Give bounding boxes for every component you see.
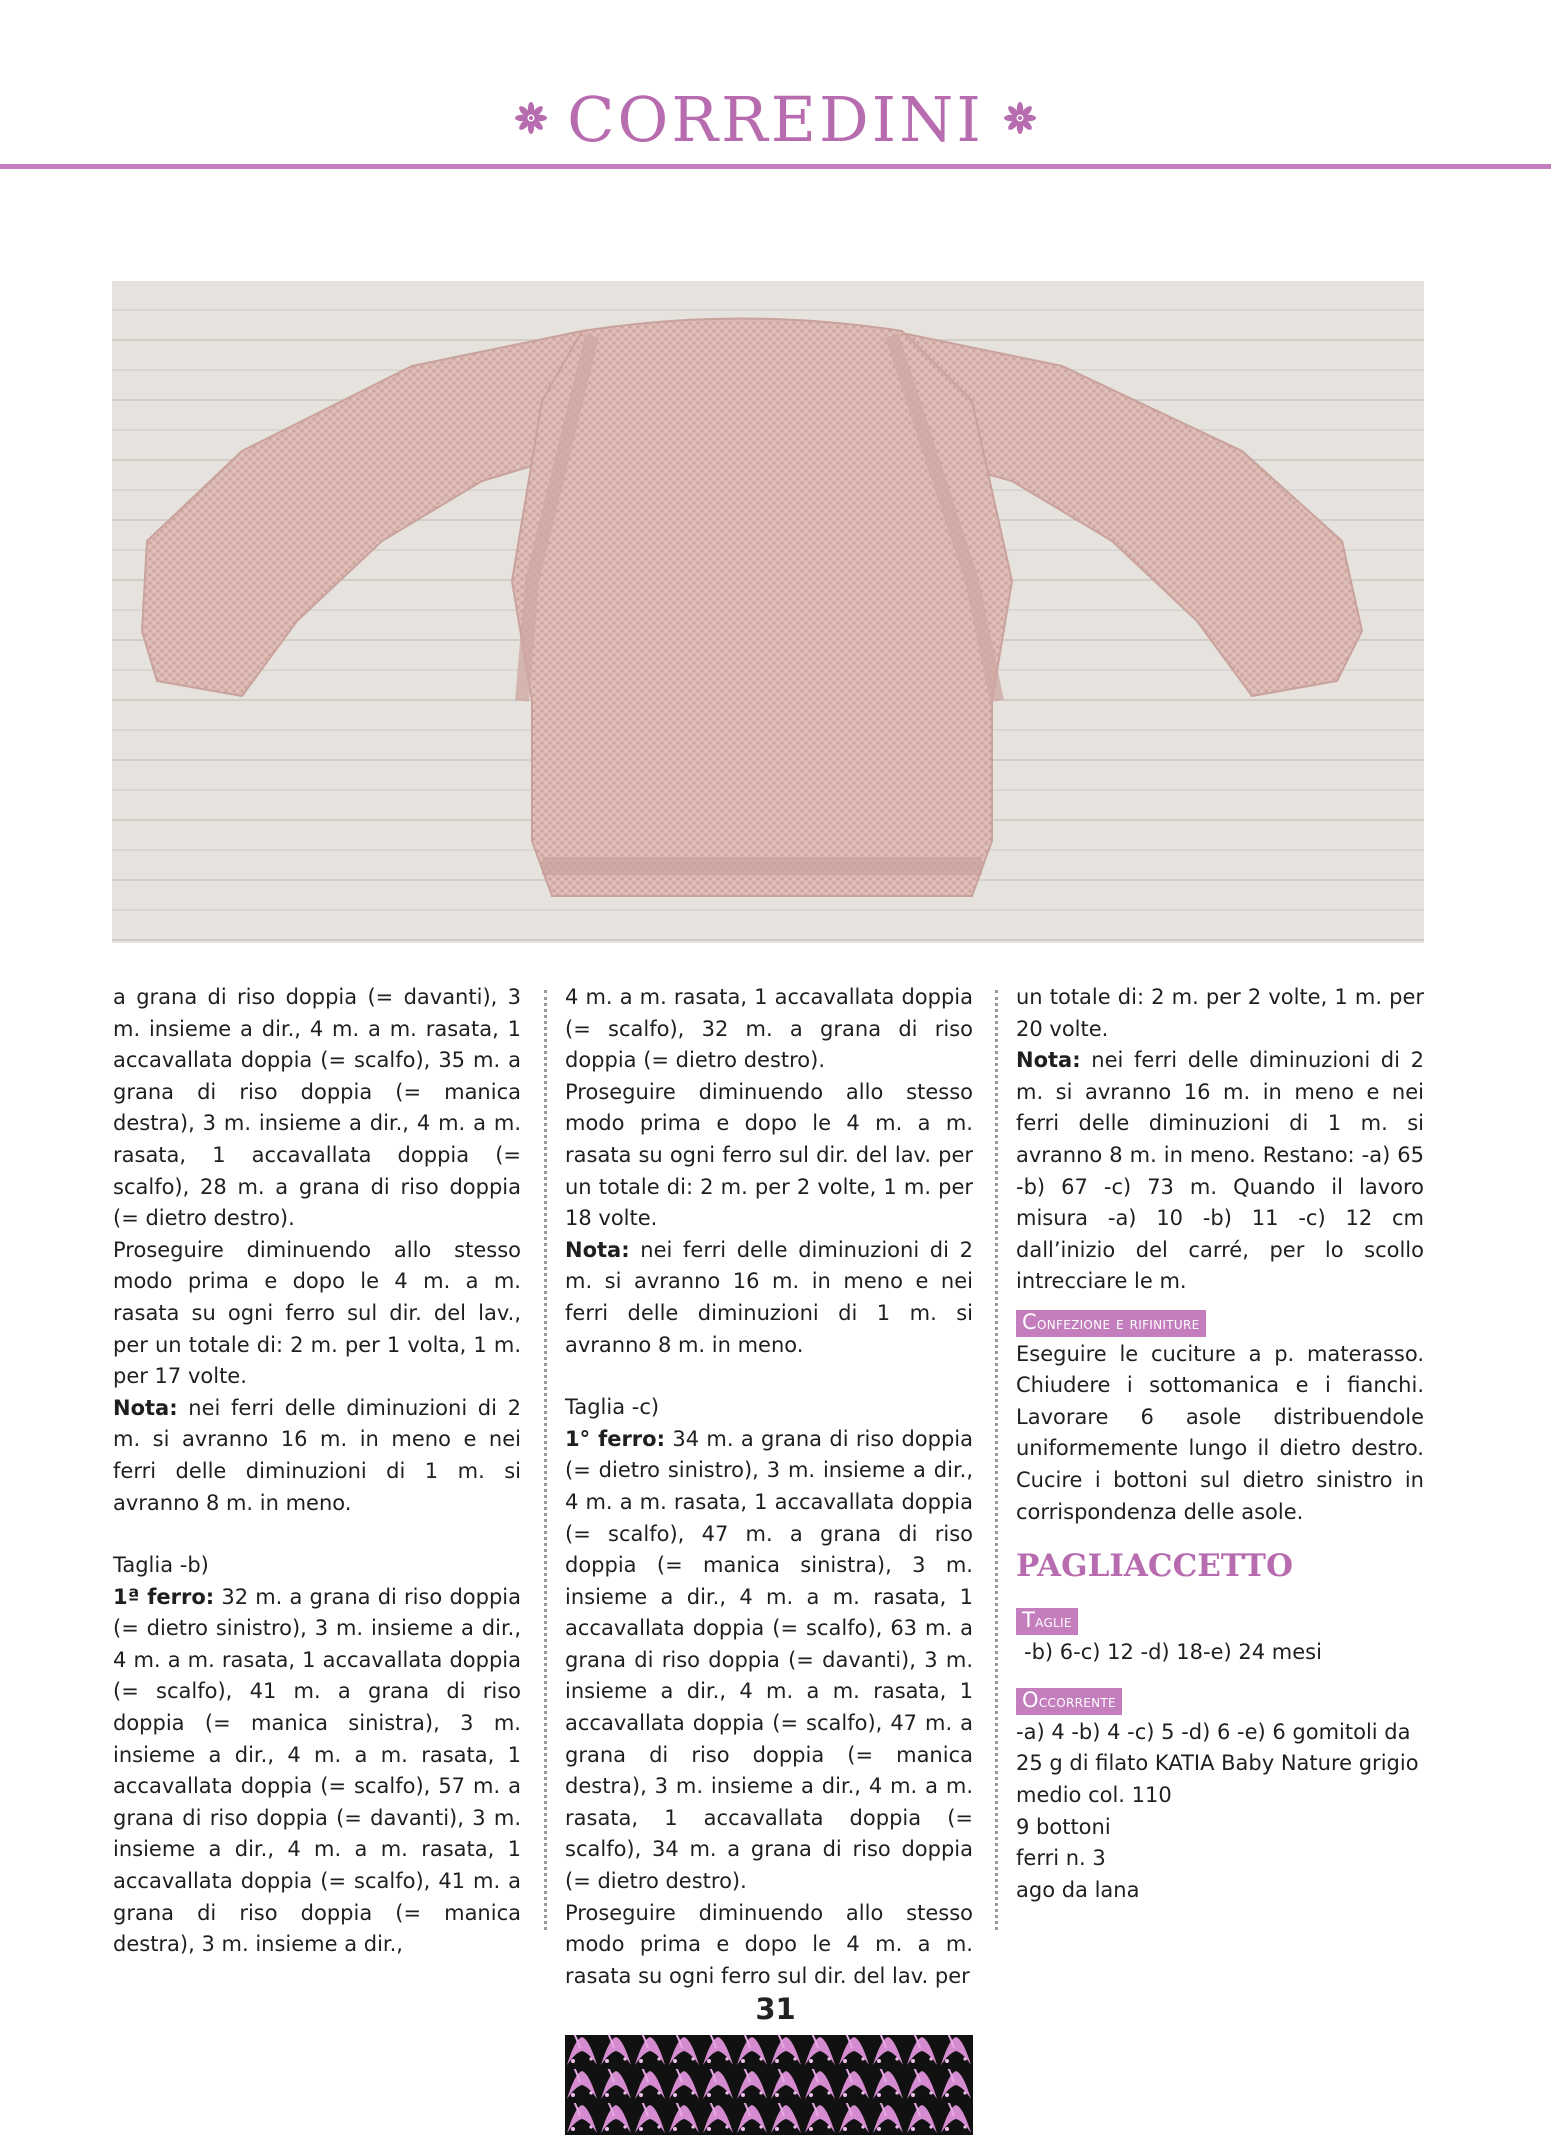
note-label: Nota: [113, 1395, 178, 1420]
row-instruction [565, 1424, 973, 1898]
sizes-text: -b) 6-c) 12 -d) 18-e) 24 mesi [1024, 1639, 1322, 1664]
note-label: Nota: [1016, 1048, 1081, 1073]
row-text: 32 m. a grana di riso doppia (= dietro sinistro), 3 m. insieme a dir., 4 m. a m. rasata, 1 accavallata doppia (= scalfo), 41 m. a grana di riso doppia (= manica sinistra), 3 m. insieme a dir., 4 m. a m. rasata, 1 accavallata doppia (= scalfo), 57 m. a grana di riso doppia (= davanti), 3 m. insieme a dir., 4 m. a m. rasata, 1 accavallata doppia (= scalfo), 41 m. a grana di riso doppia (= manica destra), 3 m. insieme a dir., [113, 1584, 521, 1957]
note-text: nei ferri delle diminuzioni di 2 m. si avranno 16 m. in meno e nei ferri delle diminuzioni di 1 m. si avranno 8 m. in meno. [565, 1237, 973, 1357]
row-instruction [113, 1582, 521, 1961]
paragraph: Proseguire diminuendo allo stesso modo prima e dopo le 4 m. a m. rasata su ogni ferro sul dir. del lav. per un totale di: 2 m. per 2 volte, 1 m. per 18 volte. [565, 1079, 973, 1231]
note-label: Nota: [565, 1237, 630, 1262]
note-paragraph [565, 1235, 973, 1361]
materials-line: -a) 4 -b) 4 -c) 5 -d) 6 -e) 6 gomitoli da 25 g di filato KATIA Baby Nature grigio medio col. 110 [1016, 1719, 1419, 1808]
paragraph: Proseguire diminuendo allo stesso modo prima e dopo le 4 m. a m. rasata su ogni ferro sul dir. del lav. per [565, 1900, 973, 1988]
materials-line: ferri n. 3 [1016, 1846, 1106, 1871]
row-text: 34 m. a grana di riso doppia (= dietro sinistro), 3 m. insieme a dir., 4 m. a m. rasata, 1 accavallata doppia (= scalfo), 47 m. a grana di riso doppia (= manica sinistra), 3 m. insieme a dir., 4 m. a m. rasata, 1 accavallata doppia (= scalfo), 63 m. a grana di riso doppia (= davanti), 3 m. insieme a dir., 4 m. a m. rasata, 1 accavallata doppia (= scalfo), 47 m. a grana di riso doppia (= manica destra), 3 m. insieme a dir., 4 m. a m. rasata, 1 accavallata doppia (= scalfo), 34 m. a grana di riso doppia (= dietro destro). [565, 1426, 973, 1894]
page-number: 31 [755, 1992, 796, 2026]
header-divider [0, 164, 1551, 169]
flower-icon [1003, 101, 1037, 139]
size-heading: Taglia -b) [113, 1553, 209, 1578]
text-column-3 [1016, 982, 1424, 1906]
section-title: PAGLIACCETTO [1016, 1548, 1293, 1585]
note-text: nei ferri delle diminuzioni di 2 m. si avranno 16 m. in meno e nei ferri delle diminuzioni di 1 m. si avranno 8 m. in meno. Restano: -a) 65 -b) 67 -c) 73 m. Quando il lavoro misura -a) 10 -b) 11 -c) 12 cm dall’inizio del carré, per lo scollo intrecciare le m. [1016, 1048, 1424, 1294]
page-header [0, 70, 1551, 170]
note-paragraph [113, 1393, 521, 1519]
sweater-photo [112, 281, 1424, 943]
row-label: 1ª ferro: [113, 1584, 215, 1609]
paragraph: Proseguire diminuendo allo stesso modo prima e dopo le 4 m. a m. rasata su ogni ferro sul dir. del lav., per un totale di: 2 m. per 1 volta, 1 m. per 17 volte. [113, 1237, 521, 1389]
section-tag-occorrente: Occorrente [1016, 1688, 1122, 1715]
text-column-2 [565, 982, 973, 1992]
flower-icon [514, 101, 548, 139]
row-label: 1° ferro: [565, 1426, 665, 1451]
knit-pattern-swatch [565, 2035, 973, 2135]
section-tag-taglie: Taglie [1016, 1608, 1078, 1635]
materials-line: 9 bottoni [1016, 1814, 1111, 1839]
section-tag-confezione: Confezione e rifiniture [1016, 1310, 1206, 1337]
materials-line: ago da lana [1016, 1877, 1140, 1902]
text-column-1 [113, 982, 521, 1961]
paragraph: 4 m. a m. rasata, 1 accavallata doppia (= scalfo), 32 m. a grana di riso doppia (= dietro destro). [565, 985, 973, 1073]
column-divider [995, 990, 998, 1930]
column-divider [544, 990, 547, 1930]
paragraph: un totale di: 2 m. per 2 volte, 1 m. per 20 volte. [1016, 985, 1424, 1041]
note-paragraph [1016, 1045, 1424, 1298]
note-text: nei ferri delle diminuzioni di 2 m. si avranno 16 m. in meno e nei ferri delle diminuzioni di 1 m. si avranno 8 m. in meno. [113, 1395, 521, 1515]
paragraph: a grana di riso doppia (= davanti), 3 m. insieme a dir., 4 m. a m. rasata, 1 accavallata doppia (= scalfo), 35 m. a grana di riso doppia (= manica destra), 3 m. insieme a dir., 4 m. a m. rasata, 1 accavallata doppia (= scalfo), 28 m. a grana di riso doppia (= dietro destro). [113, 985, 521, 1231]
size-heading: Taglia -c) [565, 1395, 660, 1420]
paragraph: Eseguire le cuciture a p. materasso. Chiudere i sottomanica e i fianchi. Lavorare 6 asole distribuendole uniformemente lungo il dietro destro. Cucire i bottoni sul dietro sinistro in corrispondenza delle asole. [1016, 1341, 1424, 1524]
page-title: CORREDINI [567, 83, 984, 156]
